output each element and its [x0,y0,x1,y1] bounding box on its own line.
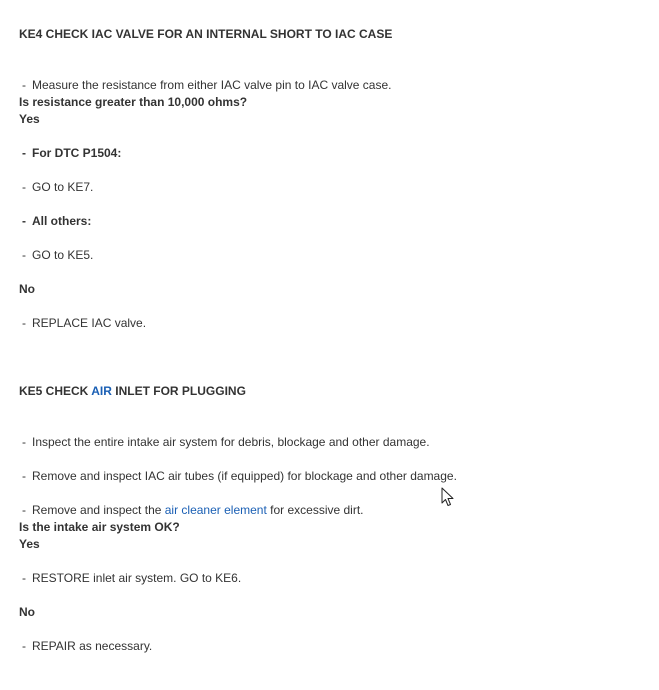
ke5-question: Is the intake air system OK? [19,520,180,534]
ke4-no-action-text: - REPLACE IAC valve. [19,316,146,330]
ke4-yes-action-ke5 [19,248,93,263]
ke4-yes-case-others [19,214,91,229]
air-cleaner-element-link[interactable]: air cleaner element [164,503,267,517]
ke5-step-air-cleaner-prefix: - Remove and inspect the [19,503,165,517]
ke4-yes-case-p1504 [19,146,121,161]
mouse-pointer-icon [441,487,455,507]
ke4-step-measure-text: - Measure the resistance from either IAC valve pin to IAC valve case. [19,78,392,92]
ke4-yes-case-p1504-text: - For DTC P1504: [19,146,121,160]
ke5-heading-prefix: KE5 CHECK [19,384,92,398]
ke5-heading-air-link[interactable]: AIR [91,384,112,398]
ke4-yes-action-ke7-text: - GO to KE7. [19,180,93,194]
ke4-no-label: No [19,282,35,296]
ke4-question: Is resistance greater than 10,000 ohms? [19,95,248,109]
ke5-step-inspect-intake [19,435,430,450]
ke4-yes-label: Yes [19,112,40,126]
ke4-heading: KE4 CHECK IAC VALVE FOR AN INTERNAL SHORT TO IAC CASE [19,27,393,41]
ke5-yes-label: Yes [19,537,40,551]
ke5-no-action [19,639,152,654]
ke5-step-inspect-iac-tubes [19,469,457,484]
ke5-yes-action-text: - RESTORE inlet air system. GO to KE6. [19,571,241,585]
ke5-step-inspect-iac-tubes-text: - Remove and inspect IAC air tubes (if equipped) for blockage and other damage. [19,469,457,483]
ke4-yes-case-others-text: - All others: [19,214,91,228]
ke5-no-action-text: - REPAIR as necessary. [19,639,152,653]
ke5-yes-action [19,571,241,586]
ke5-step-air-cleaner [19,503,364,518]
ke4-no-action [19,316,146,331]
ke4-yes-action-ke5-text: - GO to KE5. [19,248,93,262]
ke5-no-label: No [19,605,35,619]
ke4-yes-action-ke7 [19,180,93,195]
ke5-step-inspect-intake-text: - Inspect the entire intake air system for debris, blockage and other damage. [19,435,430,449]
ke5-step-air-cleaner-suffix: for excessive dirt. [266,503,364,517]
ke5-heading-suffix: INLET FOR PLUGGING [111,384,246,398]
ke5-heading [19,384,246,399]
ke4-step-measure [19,78,392,93]
